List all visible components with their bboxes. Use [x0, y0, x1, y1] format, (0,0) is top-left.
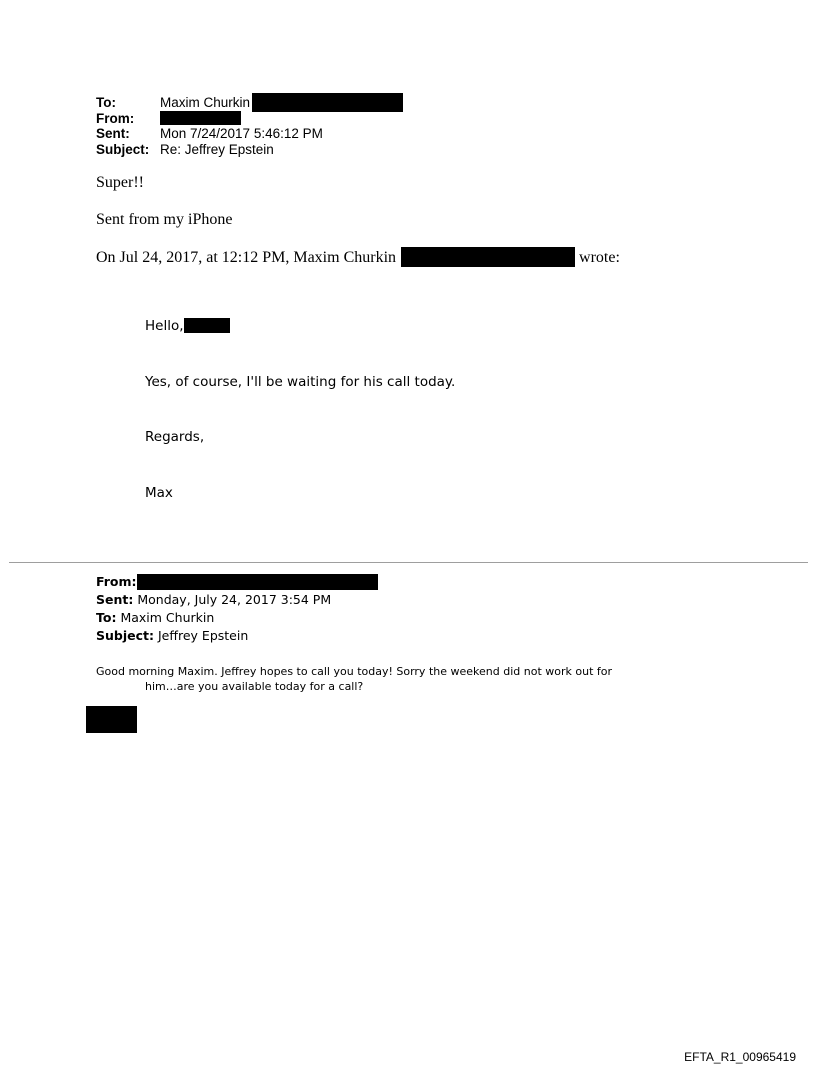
orig-subject-label: Subject: — [96, 628, 154, 643]
orig-subject-value: Jeffrey Epstein — [158, 628, 249, 643]
sent-value: Mon 7/24/2017 5:46:12 PM — [160, 126, 323, 141]
original-body — [96, 664, 612, 694]
subject-value: Re: Jeffrey Epstein — [160, 141, 274, 157]
original-header — [96, 573, 378, 645]
redaction-block — [86, 706, 137, 733]
bates-number: EFTA_R1_00965419 — [684, 1050, 796, 1064]
redaction-block — [401, 247, 575, 267]
divider — [9, 562, 808, 563]
quoted-line: Yes, of course, I'll be waiting for his call today. — [145, 374, 456, 390]
to-label: To: — [96, 95, 116, 110]
original-subject-row — [96, 627, 378, 645]
attribution-prefix: On Jul 24, 2017, at 12:12 PM, Maxim Churkin — [96, 249, 397, 266]
quoted-signature: Max — [145, 485, 173, 501]
redaction-block — [137, 574, 378, 590]
subject-label: Subject: — [96, 141, 150, 157]
sent-label: Sent: — [96, 126, 130, 141]
to-value: Maxim Churkin — [160, 95, 251, 110]
reply-subject-row — [96, 142, 403, 158]
quoted-greeting — [145, 318, 230, 335]
original-sent-row — [96, 591, 378, 609]
reply-line-super: Super!! — [96, 174, 144, 191]
redaction-block — [184, 318, 230, 333]
from-label: From: — [96, 110, 135, 126]
reply-header — [96, 95, 403, 157]
orig-to-value: Maxim Churkin — [120, 610, 215, 625]
redaction-block — [160, 111, 241, 125]
reply-sent-row — [96, 126, 403, 142]
attribution-suffix: wrote: — [579, 249, 620, 266]
original-to-row — [96, 609, 378, 627]
original-body-line: him…are you available today for a call? — [145, 680, 364, 693]
orig-to-label: To: — [96, 610, 117, 625]
original-body-line: Good morning Maxim. Jeffrey hopes to call you today! Sorry the weekend did not work out for — [96, 665, 613, 678]
quoted-closing: Regards, — [145, 429, 205, 445]
orig-sent-value: Monday, July 24, 2017 3:54 PM — [137, 592, 332, 607]
reply-to-row — [96, 95, 403, 111]
greeting-text: Hello, — [145, 318, 184, 334]
quote-attribution — [96, 247, 620, 267]
original-from-row — [96, 573, 378, 591]
orig-from-label: From: — [96, 574, 137, 589]
redaction-block — [252, 93, 403, 112]
orig-sent-label: Sent: — [96, 592, 134, 607]
reply-line-iphone: Sent from my iPhone — [96, 211, 233, 228]
reply-from-row — [96, 111, 403, 127]
